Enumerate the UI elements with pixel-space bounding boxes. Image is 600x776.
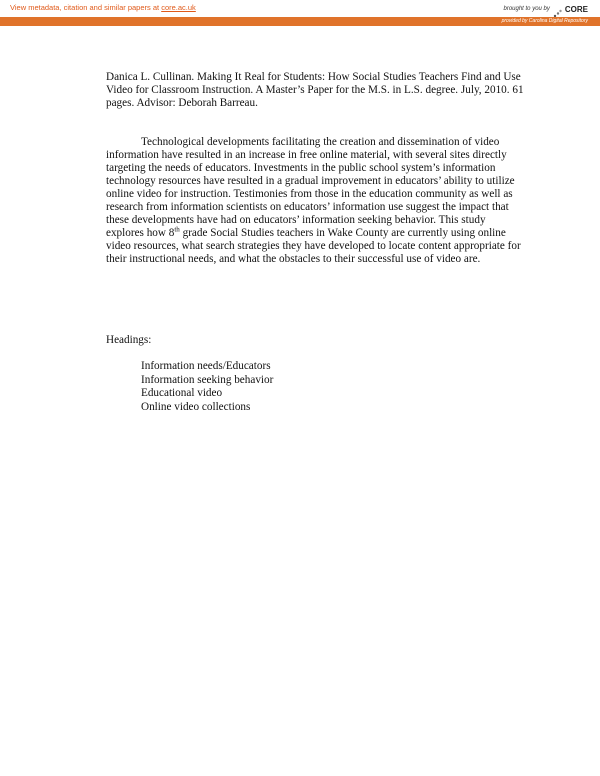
abstract-text-end: grade Social Studies teachers in Wake County are currently using online video resources, what search strategies they have developed to locate content appropriate for their instructional needs, and what the obstacles to their successful use of video are. [106,227,521,265]
citation-paragraph: Danica L. Cullinan. Making It Real for Students: How Social Studies Teachers Find and Use Video for Classroom Instruction. A Master’s Paper for the M.S. in L.S. degree. July, 2010. 61 pages. Advisor: Deborah Barreau. [106,71,524,109]
core-banner [0,0,600,28]
headings-list [141,360,273,414]
heading-item: Educational video [141,387,223,399]
core-url-link[interactable]: core.ac.uk [161,3,196,12]
core-logo: CORE [564,4,588,14]
core-logo-icon [553,5,562,14]
heading-item: Information needs/Educators [141,360,271,372]
abstract-text-start: Technological developments facilitating the creation and dissemination of video information have resulted in an increase in free online material, with several sites directly targeting the needs of educators. Investments in the public school system’s information technology resources have resulted in a gradual improvement in educators’ ability to utilize online video for instruction. Testimonies from those in the education community as well as research from information scientists on educators’ information use suggest the impact that these developments have had on educators’ information seeking behavior. This study explores how 8 [106,136,515,239]
brought-to-you-badge[interactable] [504,2,589,16]
heading-item: Information seeking behavior [141,373,274,386]
brought-by-text: brought to you by [503,6,550,12]
heading-item: Online video collections [141,400,251,413]
abstract-superscript: th [174,225,180,234]
headings-label: Headings: [106,334,152,346]
provided-by-text[interactable]: provided by Carolina Digital Repository [501,18,588,24]
core-link-prefix: View metadata, citation and similar papers at [10,3,162,12]
core-metadata-link[interactable] [10,3,196,12]
abstract-paragraph [106,136,526,266]
provided-by-bar [0,17,600,26]
